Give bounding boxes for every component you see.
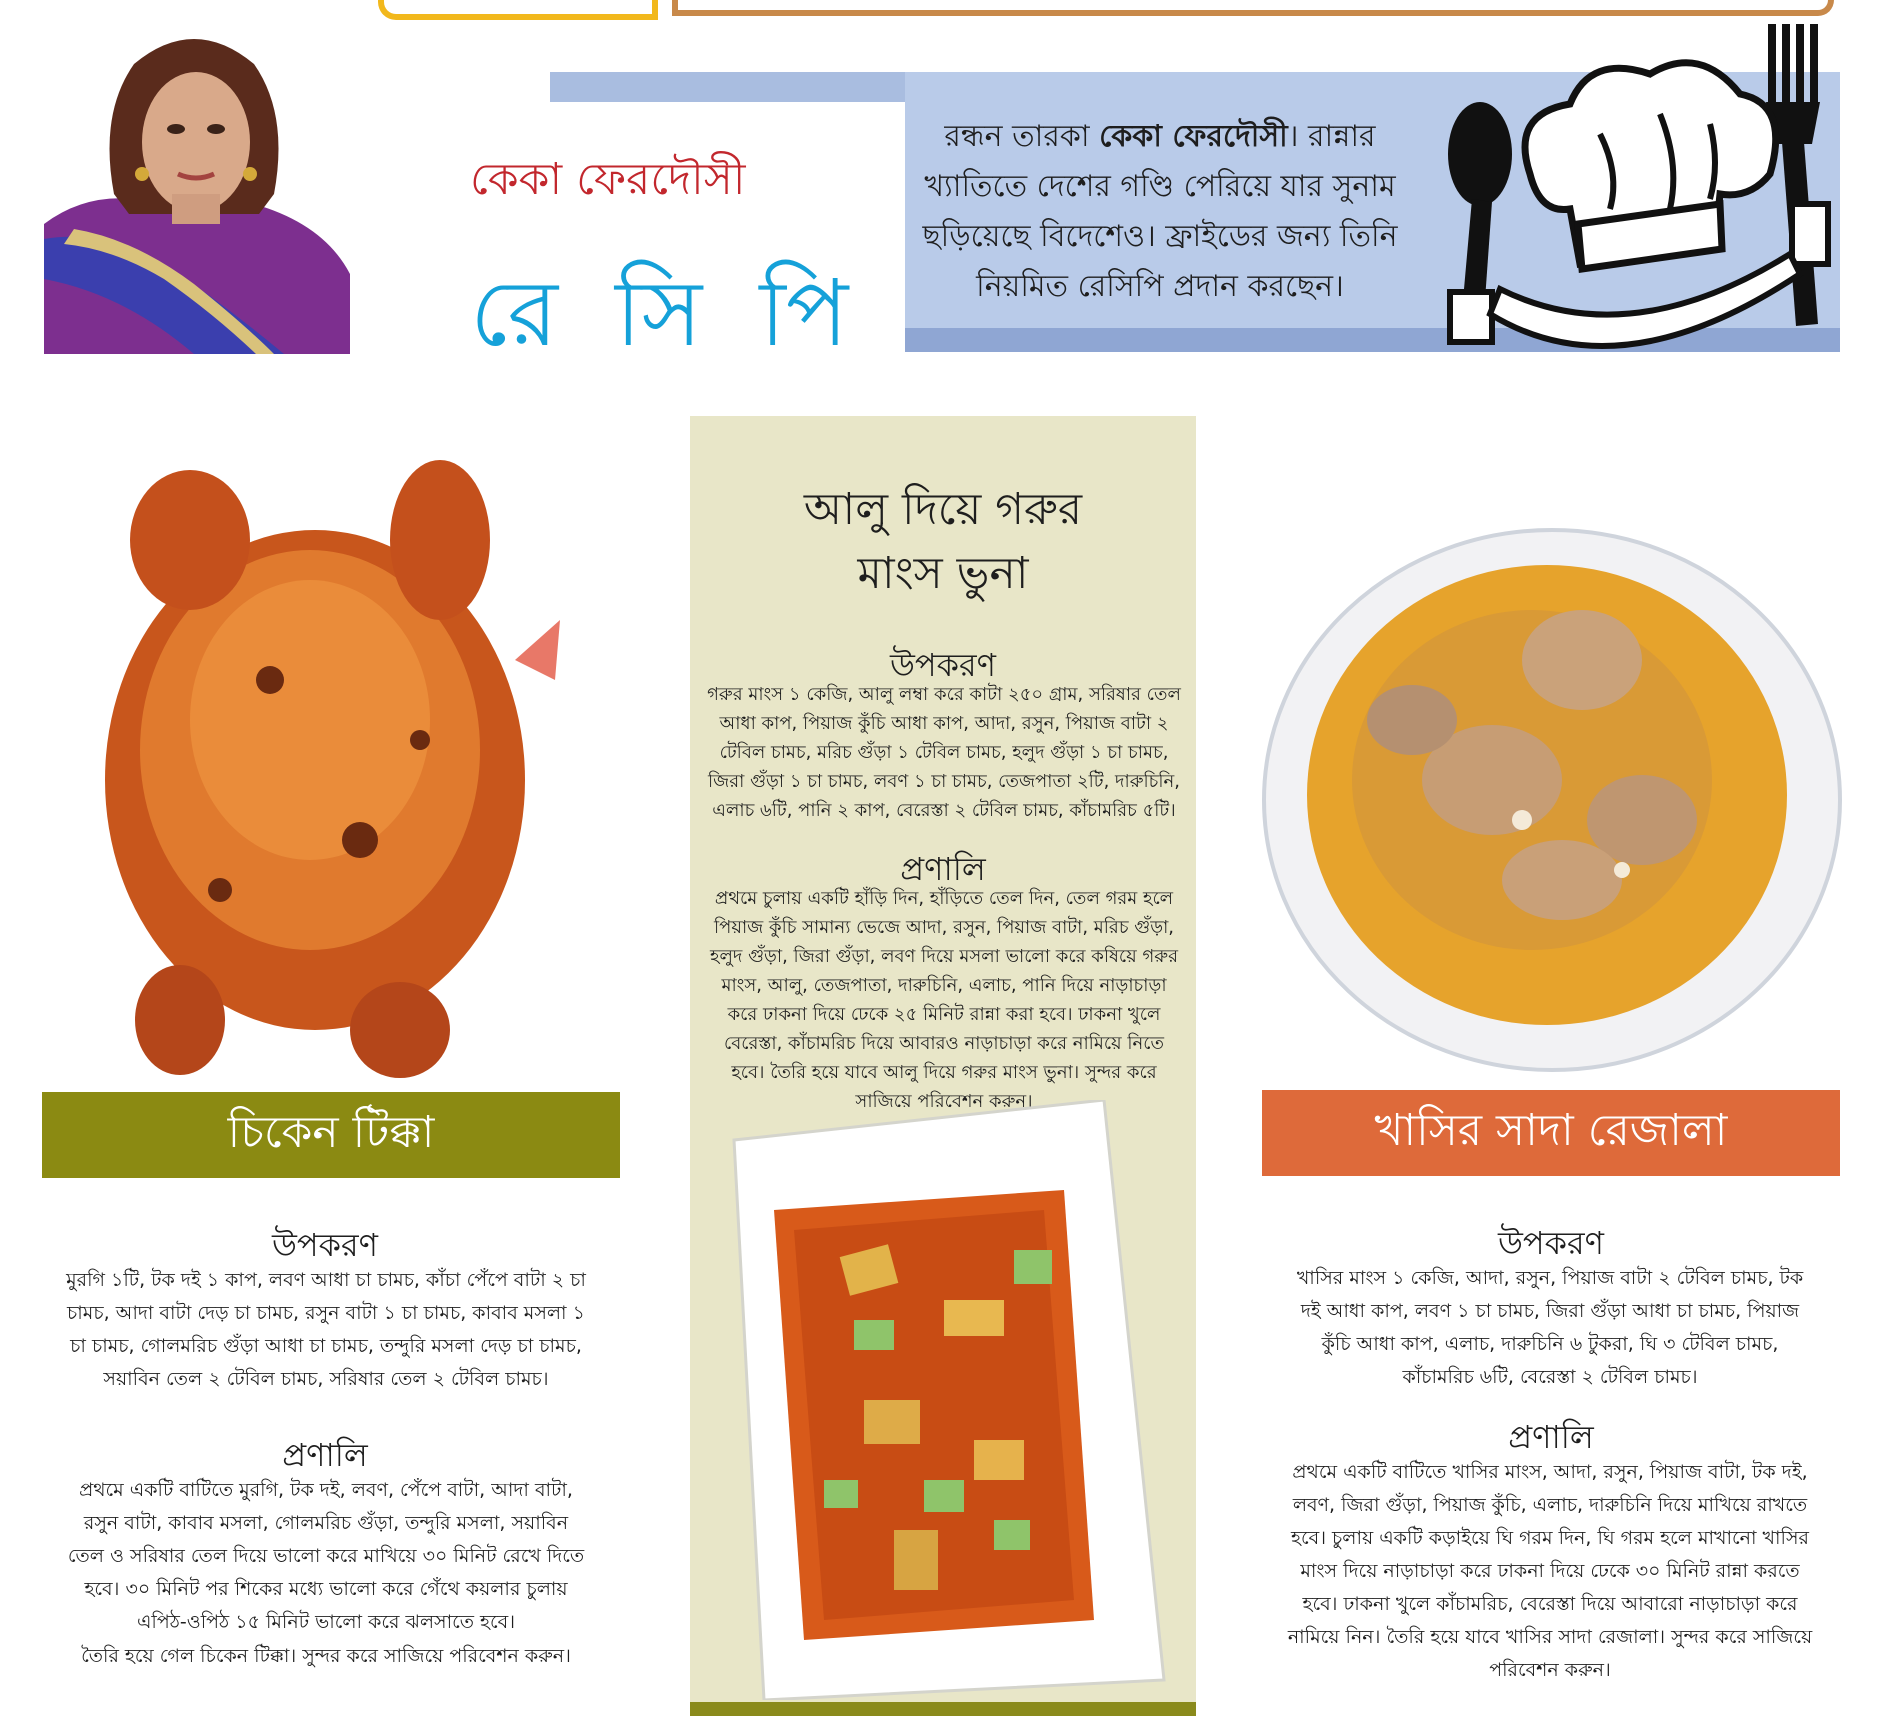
chicken-tikka-title: চিকেন টিক্কা — [227, 1106, 435, 1158]
masthead-brown-rule — [672, 0, 1834, 16]
chicken-tikka-photo — [60, 420, 580, 1088]
intro-body: । রান্নার খ্যাতিতে দেশের গণ্ডি পেরিয়ে যার সুনাম ছড়িয়েছে বিদেশেও। ফ্রাইডের জন্য তিনি নিয়মিত রেসিপি প্রদান করছেন। — [922, 119, 1398, 304]
chicken-tikka-method: প্রথমে একটি বাটিতে মুরগি, টক দই, লবণ, পেঁপে বাটা, আদা বাটা, রসুন বাটা, কাবাব মসলা, গোলমরিচ গুঁড়া, তন্দুরি মসলা, সয়াবিন তেল ও সরিষার তেল দিয়ে ভালো করে মাখিয়ে ৩০ মিনিট রেখে দিতে হবে। ৩০ মিনিট পর শিকের মধ্যে ভালো করে গেঁথে কয়লার চুলায় এপিঠ-ওপিঠ ১৫ মিনিট ভালো করে ঝলসাতে হবে। — [67, 1479, 585, 1633]
beef-curry-photo — [724, 1100, 1174, 1700]
beef-method-heading: প্রণালি — [900, 850, 986, 888]
chicken-tikka-method-end: তৈরি হয়ে গেল চিকেন টিক্কা। সুন্দর করে সাজিয়ে পরিবেশন করুন। — [81, 1645, 571, 1667]
mutton-rezala-ingredients: খাসির মাংস ১ কেজি, আদা, রসুন, পিয়াজ বাটা ২ টেবিল চামচ, টক দই আধা কাপ, লবণ ১ চা চামচ, জিরা গুঁড়া আধা চা চামচ, পিয়াজ কুঁচি আধা কাপ, এলাচ, দারুচিনি ৬ টুকরা, ঘি ৩ টেবিল চামচ, কাঁচামরিচ ৬টি, বেরেস্তা ২ টেবিল চামচ। — [1296, 1267, 1804, 1388]
beef-title-line2: মাংস ভুনা — [857, 548, 1029, 599]
author-portrait — [44, 24, 350, 354]
author-name: কেকা ফেরদৌসী — [470, 154, 746, 205]
chicken-tikka-ingredients: মুরগি ১টি, টক দই ১ কাপ, লবণ আধা চা চামচ, কাঁচা পেঁপে বাটা ২ চা চামচ, আদা বাটা দেড় চা চামচ, রসুন বাটা ১ চা চামচ, কাবাব মসলা ১ চা চামচ, গোলমরিচ গুঁড়া আধা চা চামচ, তন্দুরি মসলা দেড় চা চামচ, সয়াবিন তেল ২ টেবিল চামচ, সরিষার তেল ২ টেবিল চামচ। — [66, 1269, 586, 1390]
intro-lead: রন্ধন তারকা — [944, 119, 1100, 154]
beef-ingredients: গরুর মাংস ১ কেজি, আলু লম্বা করে কাটা ২৫০ গ্রাম, সরিষার তেল আধা কাপ, পিয়াজ কুঁচি আধা কাপ, আদা, রসুন, পিয়াজ বাটা ২ টেবিল চামচ, মরিচ গুঁড়া ১ টেবিল চামচ, হলুদ গুঁড়া ১ চা চামচ, জিরা গুঁড়া ১ চা চামচ, লবণ ১ চা চামচ, তেজপাতা ২টি, দারুচিনি, এলাচ ৬টি, পানি ২ কাপ, বেরেস্তা ২ টেবিল চামচ, কাঁচামরিচ ৫টি। — [707, 684, 1181, 821]
mutton-rezala-method: প্রথমে একটি বাটিতে খাসির মাংস, আদা, রসুন, পিয়াজ বাটা, টক দই, লবণ, জিরা গুঁড়া, পিয়াজ কুঁচি, এলাচ, দারুচিনি দিয়ে মাখিয়ে রাখতে হবে। চুলায় একটি কড়াইয়ে ঘি গরম দিন, ঘি গরম হলে মাখানো খাসির মাংস দিয়ে নাড়াচাড়া করে ঢাকনা দিয়ে ঢেকে ৩০ মিনিট রান্না করতে হবে। ঢাকনা খুলে কাঁচামরিচ, বেরেস্তা দিয়ে আবারো নাড়াচাড়া করে নামিয়ে নিন। তৈরি হয়ে যাবে খাসির সাদা রেজালা। সুন্দর করে সাজিয়ে পরিবেশন করুন। — [1287, 1461, 1813, 1681]
page-header — [0, 24, 1896, 404]
intro-text — [900, 112, 1420, 312]
recipe-heading: রে সি পি — [470, 260, 863, 367]
beef-panel-footer-rule — [690, 1702, 1196, 1716]
beef-recipe-title — [690, 478, 1196, 606]
beef-method: প্রথমে চুলায় একটি হাঁড়ি দিন, হাঁড়িতে তেল দিন, তেল গরম হলে পিয়াজ কুঁচি সামান্য ভেজে আদা, রসুন, পিয়াজ বাটা, মরিচ গুঁড়া, হলুদ গুঁড়া, জিরা গুঁড়া, লবণ দিয়ে মসলা ভালো করে কষিয়ে গরুর মাংস, আলু, তেজপাতা, দারুচিনি, এলাচ, পানি দিয়ে নাড়াচাড়া করে ঢাকনা দিয়ে ঢেকে ২৫ মিনিট রান্না করা হবে। ঢাকনা খুলে বেরেস্তা, কাঁচামরিচ দিয়ে আবারও নাড়াচাড়া করে নামিয়ে নিতে হবে। তৈরি হয়ে যাবে আলু দিয়ে গরুর মাংস ভুনা। সুন্দর করে সাজিয়ে পরিবেশন করুন। — [710, 888, 1178, 1112]
intro-author-bold: কেকা ফেরদৌসী — [1099, 119, 1288, 154]
mutton-rezala-method-heading: প্রণালি — [1508, 1418, 1594, 1456]
mutton-rezala-ingredients-heading: উপকরণ — [1498, 1224, 1604, 1262]
mutton-rezala-photo — [1262, 520, 1842, 1080]
beef-title-line1: আলু দিয়ে গরুর — [803, 484, 1083, 535]
mutton-rezala-title: খাসির সাদা রেজালা — [1374, 1104, 1728, 1156]
beef-ingredients-heading: উপকরণ — [890, 646, 996, 684]
masthead-yellow-rule — [378, 0, 658, 20]
mutton-rezala-title-band — [1262, 1090, 1840, 1176]
chicken-tikka-title-band — [42, 1092, 620, 1178]
chef-hat-icon — [1420, 24, 1860, 394]
chicken-tikka-ingredients-heading: উপকরণ — [272, 1226, 378, 1264]
chicken-tikka-method-heading: প্রণালি — [282, 1436, 368, 1474]
